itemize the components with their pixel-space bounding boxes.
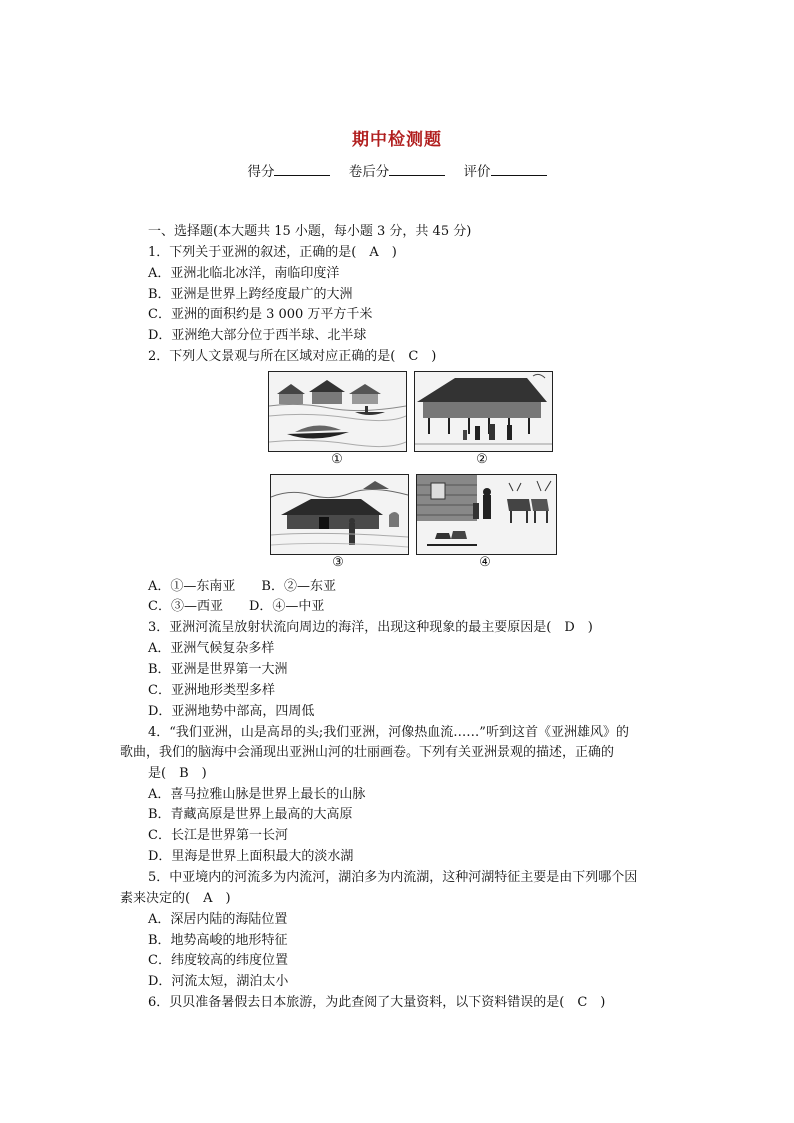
q4-option-a: A．喜马拉雅山脉是世界上最长的山脉: [148, 787, 366, 802]
q4-option-c: C．长江是世界第一长河: [148, 828, 288, 843]
q3-stem: 3．亚洲河流呈放射状流向周边的海洋，出现这种现象的最主要原因是( D ): [148, 620, 593, 635]
score-line: [0, 160, 794, 180]
q4-option-d: D．里海是世界上面积最大的淡水湖: [148, 849, 354, 864]
q4-option-b: B．青藏高原是世界上最高的大高原: [148, 807, 353, 822]
q3-option-d: D．亚洲地势中部高，四周低: [148, 704, 315, 719]
q5-stem-line1: 5．中亚境内的河流多为内流河，湖泊多为内流湖，这种河湖特征主要是由下列哪个因: [148, 870, 638, 885]
section-heading: 一、选择题(本大题共 15 小题，每小题 3 分，共 45 分): [148, 224, 472, 239]
q5-stem-line2: 素来决定的( A ): [120, 891, 231, 906]
figure-1-water-village: [268, 371, 407, 452]
figure-4-caption: ④: [479, 555, 491, 570]
q4-stem-line3: 是( B ): [148, 766, 207, 781]
q2-stem: 2．下列人文景观与所在区域对应正确的是( C ): [148, 349, 437, 364]
figure-2-caption: ②: [476, 452, 488, 467]
figure-3-desert-tent: [270, 474, 409, 555]
q2-options-cd: C．③—西亚 D．④—中亚: [148, 599, 325, 614]
q5-option-b: B．地势高峻的地形特征: [148, 933, 288, 948]
q5-option-a: A．深居内陆的海陆位置: [148, 912, 288, 927]
evaluation-blank[interactable]: [491, 163, 547, 176]
q3-option-b: B．亚洲是世界第一大洲: [148, 662, 288, 677]
post-score-label: 卷后分: [348, 164, 390, 180]
figure-4-reindeer-sled: [416, 474, 557, 555]
q4-stem-line2: 歌曲，我们的脑海中会涌现出亚洲山河的壮丽画卷。下列有关亚洲景观的描述，正确的: [120, 745, 615, 760]
page-title: 期中检测题: [352, 130, 442, 150]
figure-1-caption: ①: [331, 452, 343, 467]
post-score-blank[interactable]: [389, 163, 445, 176]
q1-option-d: D．亚洲绝大部分位于西半球、北半球: [148, 328, 367, 343]
q6-stem: 6．贝贝准备暑假去日本旅游，为此查阅了大量资料，以下资料错误的是( C ): [148, 995, 606, 1010]
q5-option-c: C．纬度较高的纬度位置: [148, 953, 288, 968]
q3-option-c: C．亚洲地形类型多样: [148, 683, 275, 698]
score-blank[interactable]: [274, 163, 330, 176]
q4-stem-line1: 4．“我们亚洲，山是高昂的头;我们亚洲，河像热血流……”听到这首《亚洲雄风》的: [148, 725, 629, 740]
q2-options-ab: A．①—东南亚 B．②—东亚: [148, 579, 336, 594]
evaluation-label: 评价: [463, 164, 491, 180]
figure-3-caption: ③: [332, 555, 344, 570]
q3-option-a: A．亚洲气候复杂多样: [148, 641, 275, 656]
q1-stem: 1．下列关于亚洲的叙述，正确的是( A ): [148, 245, 397, 260]
q1-option-c: C．亚洲的面积约是 3 000 万平方千米: [148, 307, 373, 322]
q1-option-a: A．亚洲北临北冰洋，南临印度洋: [148, 266, 340, 281]
score-label: 得分: [247, 164, 275, 180]
figure-2-stilt-house: [414, 371, 553, 452]
q1-option-b: B．亚洲是世界上跨经度最广的大洲: [148, 287, 353, 302]
q5-option-d: D．河流太短，湖泊太小: [148, 974, 289, 989]
